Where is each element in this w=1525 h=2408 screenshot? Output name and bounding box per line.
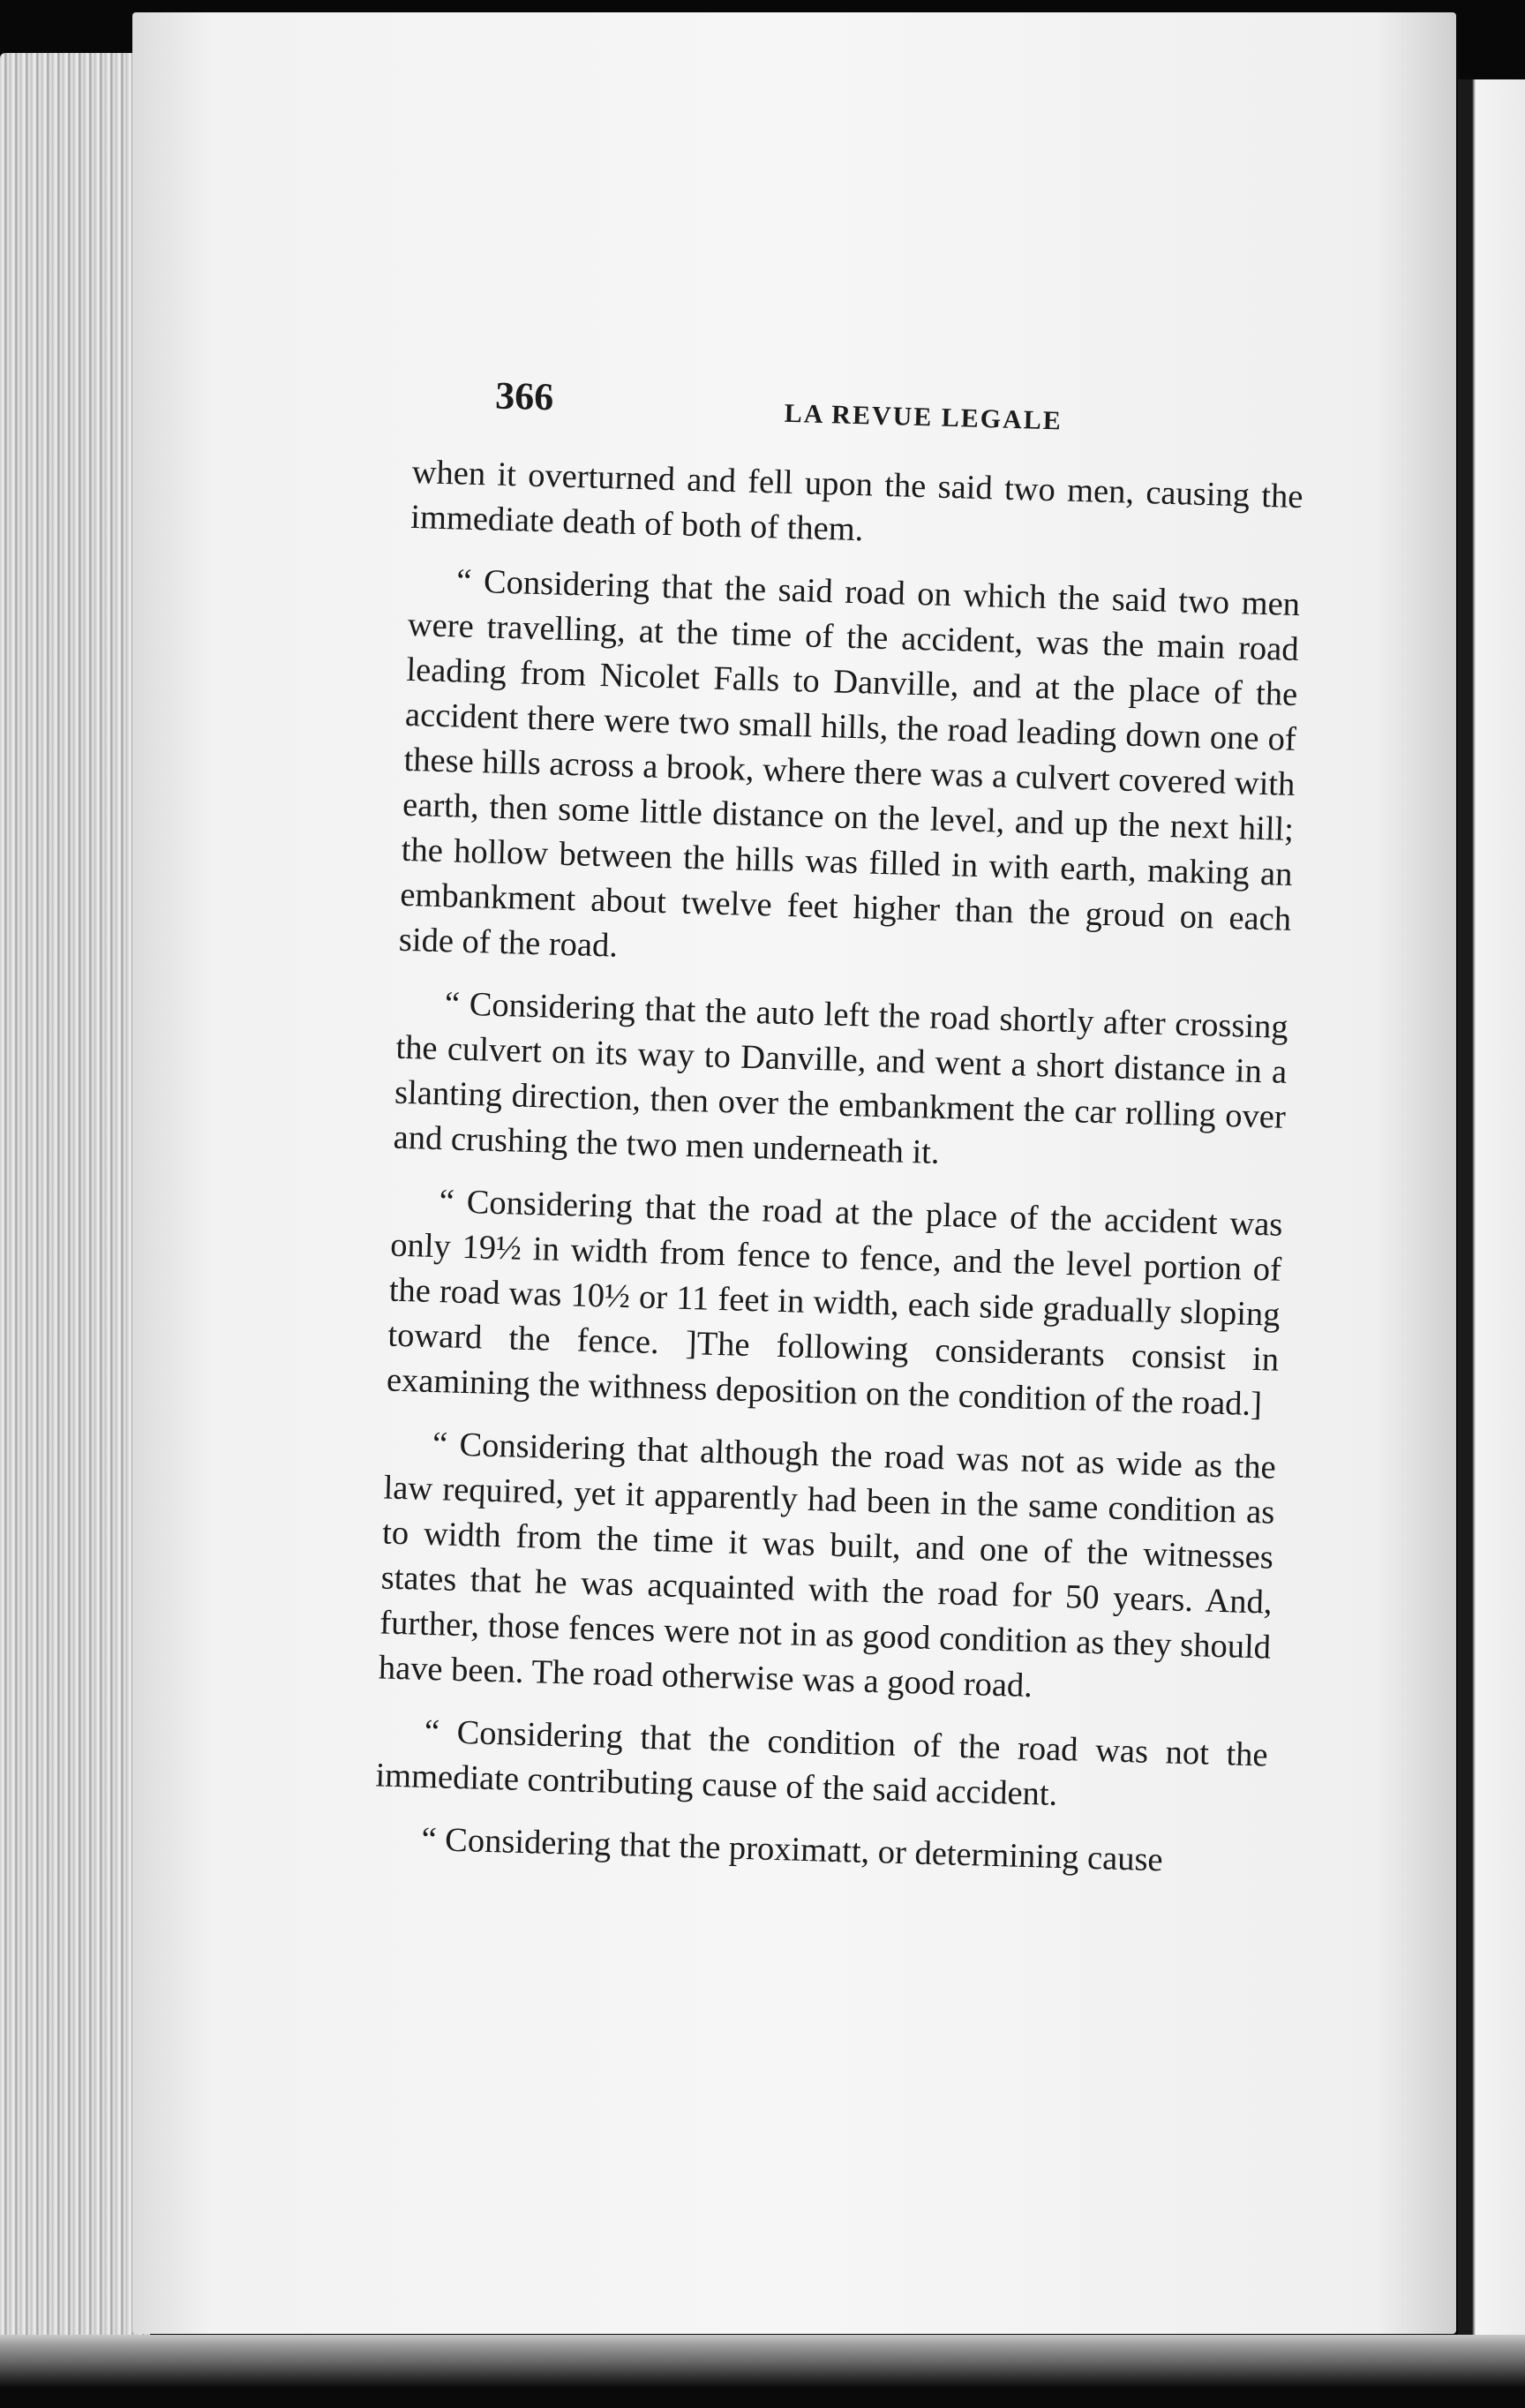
paragraph-road-description: “ Considering that the said road on which the said two men were travelling, at the time of the accident, was the main road leading from Nicolet Falls to Danville, and at the place of the accident there were two small hills, the road leading down one of these hills across a brook, where there was a culvert covered with earth, then some little distance on the level, and up the next hill; the hollow between the hills was filled in with earth, making an embankment about twelve feet higher than the groud on each side of the road.: [398, 562, 1301, 965]
paragraph-road-width: “ Considering that the road at the place of the accident was only 19½ in width from fence to fence, and the level portion of the road was 10½ or 11 feet in width, each side gradually sloping toward the fence. ]The following considerants consist in examining the withness deposition on the condition of the road.]: [386, 1183, 1283, 1424]
paragraph-continuation: when it overturned and fell upon the said two men, causing the immediate death of both of them.: [409, 453, 1303, 549]
paragraph-auto-left-road: “ Considering that the auto left the road shortly after crossing the culvert on its way to Danville, and went a short distance in a slanting direction, then over the embankment the car rolling over and crushing the two men underneath it.: [393, 985, 1289, 1171]
paragraph-not-contributing-cause: “ Considering that the condition of the road was not the immediate contributing cause of the said accident.: [374, 1712, 1269, 1813]
page-number: 366: [494, 373, 554, 419]
page-edges: [0, 53, 150, 2383]
page-content: [372, 371, 1305, 1904]
book-bottom-edge: [0, 2335, 1525, 2408]
paragraph-proximate-cause: “ Considering that the proximatt, or determining cause: [420, 1820, 1164, 1879]
paragraph-road-condition: “ Considering that although the road was not as wide as the law required, yet it apparently had been in the same condition as to width from the time it was built, and one of the witnesses states that he was acquainted with the road for 50 years. And, further, those fences were not in as good condition as they should have been. The road otherwise was a good road.: [378, 1426, 1277, 1705]
journal-title: LA REVUE LEGALE: [784, 398, 1063, 436]
facing-page-edge: [1458, 79, 1525, 2339]
